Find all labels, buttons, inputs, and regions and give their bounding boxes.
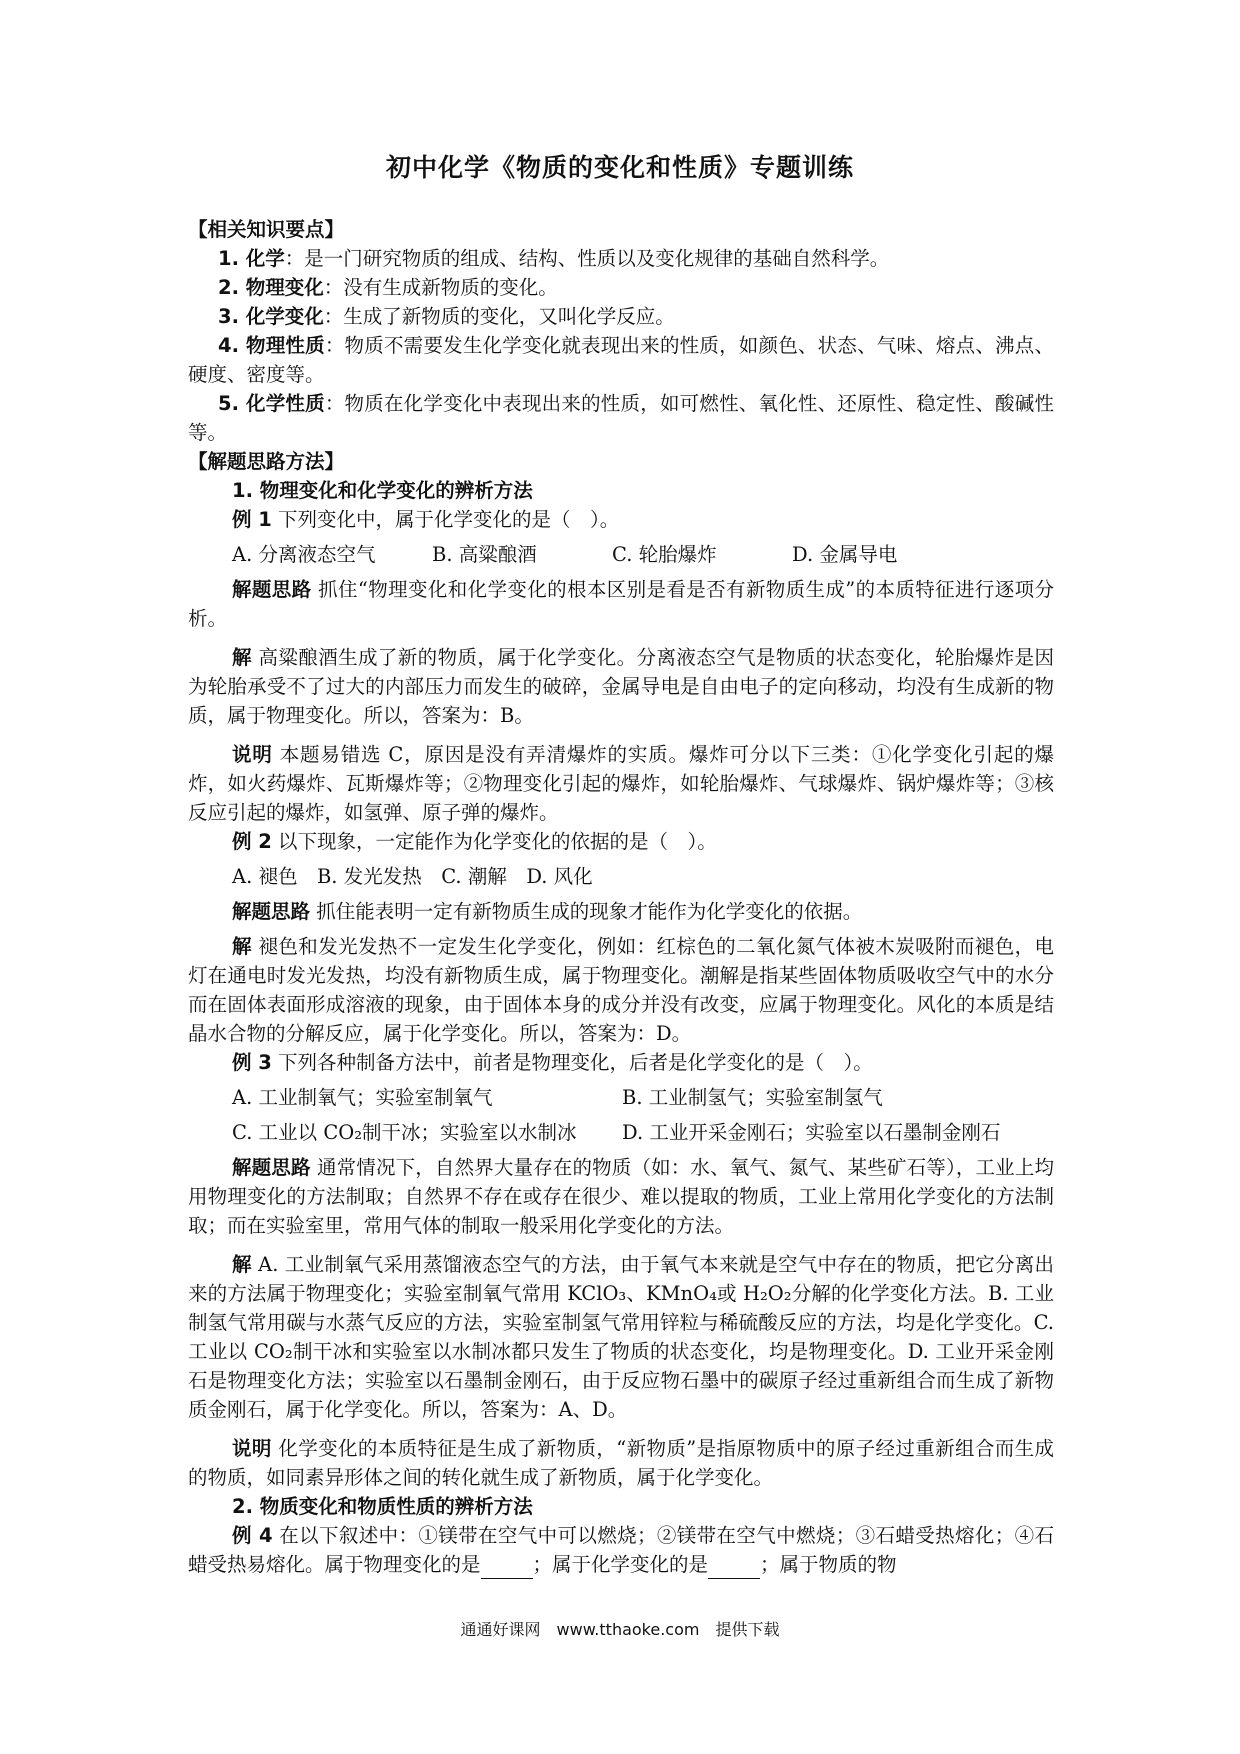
note-label: 说明 bbox=[232, 743, 273, 766]
example-1-note bbox=[188, 740, 1054, 827]
example-3-solution bbox=[188, 1250, 1054, 1424]
page-title: 初中化学《物质的变化和性质》专题训练 bbox=[385, 153, 854, 182]
knowledge-point-3 bbox=[188, 302, 1054, 331]
example-label: 例 4 bbox=[232, 1524, 273, 1547]
example-2-idea bbox=[188, 897, 1054, 926]
term: 5. 化学性质 bbox=[218, 392, 325, 415]
section-heading-knowledge: 【相关知识要点】 bbox=[188, 218, 345, 241]
question-text-1: 在以下叙述中：①镁带在空气中可以燃烧；②镁带在空气中燃烧；③石蜡受热熔化；④石蜡受热易熔化。属于物理变化的是 bbox=[188, 1524, 1055, 1576]
definition: ：物质不需要发生化学变化就表现出来的性质，如颜色、状态、气味、熔点、沸点、硬度、密度等。 bbox=[188, 334, 1054, 386]
example-2-options: A. 褪色 B. 发光发热 C. 潮解 D. 风化 bbox=[232, 865, 593, 888]
subsection-heading-2: 2. 物质变化和物质性质的辨析方法 bbox=[232, 1495, 533, 1518]
example-label: 例 3 bbox=[232, 1051, 272, 1074]
question-text: 以下现象，一定能作为化学变化的依据的是（ ）。 bbox=[271, 830, 717, 853]
example-2-solution bbox=[188, 932, 1054, 1048]
definition: ：生成了新物质的变化，又叫化学反应。 bbox=[323, 305, 675, 328]
example-1-question bbox=[188, 505, 1054, 534]
solution-text: 褪色和发光发热不一定发生化学变化，例如：红棕色的二氧化氮气体被木炭吸附而褪色，电灯在通电时发光发热，均没有新物质生成，属于物理变化。潮解是指某些固体物质吸收空气中的水分而在固体表面形成溶液的现象，由于固体本身的成分并没有改变，应属于物理变化。风化的本质是结晶水合物的分解反应，属于化学变化。所以，答案为：D。 bbox=[188, 935, 1054, 1045]
idea-label: 解题思路 bbox=[232, 1156, 311, 1179]
question-text: 下列变化中，属于化学变化的是（ ）。 bbox=[271, 508, 620, 531]
question-text-2: ；属于化学变化的是 bbox=[532, 1553, 709, 1576]
option-d: D. 工业开采金刚石；实验室以石墨制金刚石 bbox=[622, 1121, 1001, 1144]
solution-text: 高粱酿酒生成了新的物质，属于化学变化。分离液态空气是物质的状态变化，轮胎爆炸是因为轮胎承受不了过大的内部压力而发生的破碎，金属导电是自由电子的定向移动，均没有生成新的物质，属于物理变化。所以，答案为：B。 bbox=[188, 646, 1054, 727]
idea-label: 解题思路 bbox=[232, 900, 311, 923]
example-3-options-cd bbox=[188, 1118, 1054, 1147]
knowledge-point-1 bbox=[188, 244, 1054, 273]
knowledge-point-4 bbox=[188, 331, 1054, 389]
example-1-idea bbox=[188, 575, 1054, 633]
term: 3. 化学变化 bbox=[218, 305, 324, 328]
knowledge-point-2 bbox=[188, 273, 1054, 302]
example-2-question bbox=[188, 827, 1054, 856]
definition: ：物质在化学变化中表现出来的性质，如可燃性、氧化性、还原性、稳定性、酸碱性等。 bbox=[188, 392, 1054, 444]
example-label: 例 2 bbox=[232, 830, 272, 853]
example-3-note bbox=[188, 1434, 1054, 1492]
term: 4. 物理性质 bbox=[218, 334, 325, 357]
example-1-solution bbox=[188, 643, 1054, 730]
option-b: B. 高粱酿酒 bbox=[432, 543, 537, 566]
idea-label: 解题思路 bbox=[232, 578, 312, 601]
document-body bbox=[188, 215, 1054, 1579]
section-heading-methods: 【解题思路方法】 bbox=[188, 450, 345, 473]
solution-label: 解 bbox=[232, 1253, 252, 1276]
solution-label: 解 bbox=[232, 935, 252, 958]
example-3-question bbox=[188, 1048, 1054, 1077]
option-b: B. 工业制氢气；实验室制氢气 bbox=[622, 1086, 883, 1109]
option-d: D. 金属导电 bbox=[792, 543, 898, 566]
example-4-question bbox=[188, 1521, 1054, 1579]
term: 2. 物理变化 bbox=[218, 276, 324, 299]
example-1-options bbox=[188, 540, 1054, 569]
solution-label: 解 bbox=[232, 646, 252, 669]
note-text: 化学变化的本质特征是生成了新物质，“新物质”是指原物质中的原子经过重新组合而生成的物质，如同素异形体之间的转化就生成了新物质，属于化学变化。 bbox=[188, 1437, 1054, 1489]
option-a: A. 分离液态空气 bbox=[232, 543, 376, 566]
answer-blank-1 bbox=[481, 1560, 533, 1579]
question-text: 下列各种制备方法中，前者是物理变化，后者是化学变化的是（ ）。 bbox=[271, 1051, 873, 1074]
solution-text: A. 工业制氧气采用蒸馏液态空气的方法，由于氧气本来就是空气中存在的物质，把它分离出来的方法属于物理变化；实验室制氧气常用 KClO₃、KMnO₄或 H₂O₂分解的化学变化方法。B. 工业制氢气常用碳与水蒸气反应的方法，实验室制氢气常用锌粒与稀硫酸反应的方法，均是化学变化。C. 工业以 CO₂制干冰和实验室以水制冰都只发生了物质的状态变化，均是物理变化。D. 工业开采金刚石是物理变化方法；实验室以石墨制金刚石，由于反应物石墨中的碳原子经过重新组合而生成了新物质金刚石，属于化学变化。所以，答案为：A、D。 bbox=[188, 1253, 1054, 1421]
example-3-idea bbox=[188, 1153, 1054, 1240]
idea-text: 抓住“物理变化和化学变化的根本区别是看是否有新物质生成”的本质特征进行逐项分析。 bbox=[188, 578, 1054, 630]
subsection-heading-1: 1. 物理变化和化学变化的辨析方法 bbox=[232, 479, 533, 502]
term: 1. 化学 bbox=[218, 247, 285, 270]
idea-text: 通常情况下，自然界大量存在的物质（如：水、氧气、氮气、某些矿石等），工业上均用物理变化的方法制取；自然界不存在或存在很少、难以提取的物质，工业上常用化学变化的方法制取；而在实验室里，常用气体的制取一般采用化学变化的方法。 bbox=[188, 1156, 1054, 1237]
option-c: C. 工业以 CO₂制干冰；实验室以水制冰 bbox=[232, 1121, 577, 1144]
note-text: 本题易错选 C，原因是没有弄清爆炸的实质。爆炸可分以下三类：①化学变化引起的爆炸，如火药爆炸、瓦斯爆炸等；②物理变化引起的爆炸，如轮胎爆炸、气球爆炸、锅炉爆炸等；③核反应引起的爆炸，如氢弹、原子弹的爆炸。 bbox=[188, 743, 1054, 824]
example-label: 例 1 bbox=[232, 508, 272, 531]
example-3-options-ab bbox=[188, 1083, 1054, 1112]
option-c: C. 轮胎爆炸 bbox=[612, 543, 717, 566]
page-footer: 通通好课网 www.tthaoke.com 提供下载 bbox=[460, 1620, 780, 1639]
definition: ：没有生成新物质的变化。 bbox=[323, 276, 558, 299]
answer-blank-2 bbox=[708, 1560, 760, 1579]
note-label: 说明 bbox=[232, 1437, 272, 1460]
question-text-3: ；属于物质的物 bbox=[760, 1553, 897, 1576]
knowledge-point-5 bbox=[188, 389, 1054, 447]
definition: ：是一门研究物质的组成、结构、性质以及变化规律的基础自然科学。 bbox=[284, 247, 890, 270]
idea-text: 抓住能表明一定有新物质生成的现象才能作为化学变化的依据。 bbox=[310, 900, 863, 923]
option-a: A. 工业制氧气；实验室制氧气 bbox=[232, 1086, 493, 1109]
